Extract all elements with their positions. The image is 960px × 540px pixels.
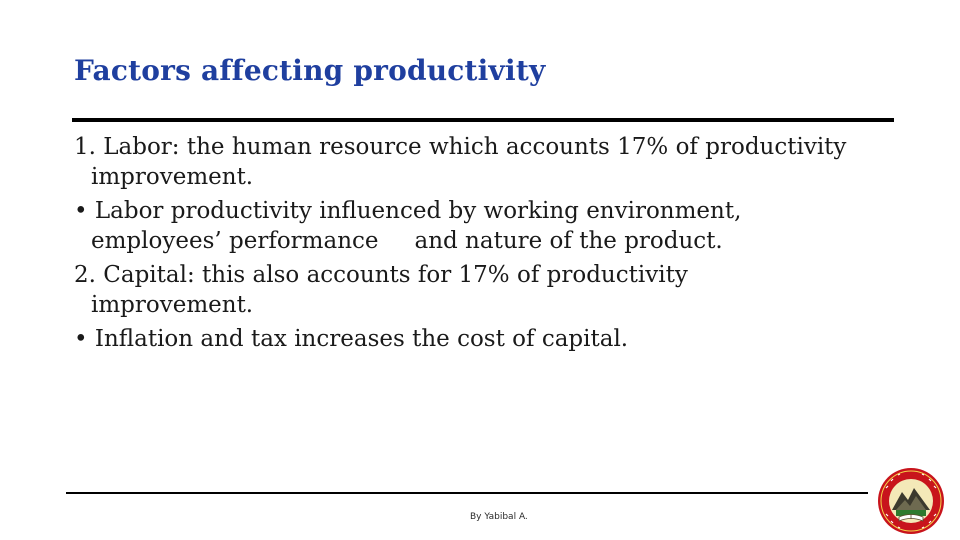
- point-labor: [74, 132, 934, 192]
- point-labor-line1: 1. Labor: the human resource which accounts 17% of productivity: [74, 134, 847, 160]
- point-capital-line2: improvement.: [91, 292, 254, 318]
- title-divider: [72, 118, 894, 122]
- point-labor-line2: improvement.: [91, 164, 254, 190]
- point-labor-productivity-line2b: and nature of the product.: [414, 228, 723, 254]
- point-labor-productivity-line1: • Labor productivity influenced by working environment,: [74, 198, 742, 224]
- point-labor-productivity-line2a: employees’ performance: [91, 228, 379, 254]
- point-inflation-line1: • Inflation and tax increases the cost of capital.: [74, 326, 629, 352]
- point-inflation: [74, 324, 934, 354]
- point-labor-productivity: [74, 196, 934, 256]
- footer-author: By Yabibal A.: [470, 512, 528, 522]
- slide-body: [74, 132, 934, 354]
- university-seal-icon: [872, 466, 950, 536]
- slide-title: Factors affecting productivity: [74, 54, 546, 87]
- footer-divider: [66, 492, 868, 494]
- point-capital-line1: 2. Capital: this also accounts for 17% of productivity: [74, 262, 688, 288]
- point-capital: [74, 260, 934, 320]
